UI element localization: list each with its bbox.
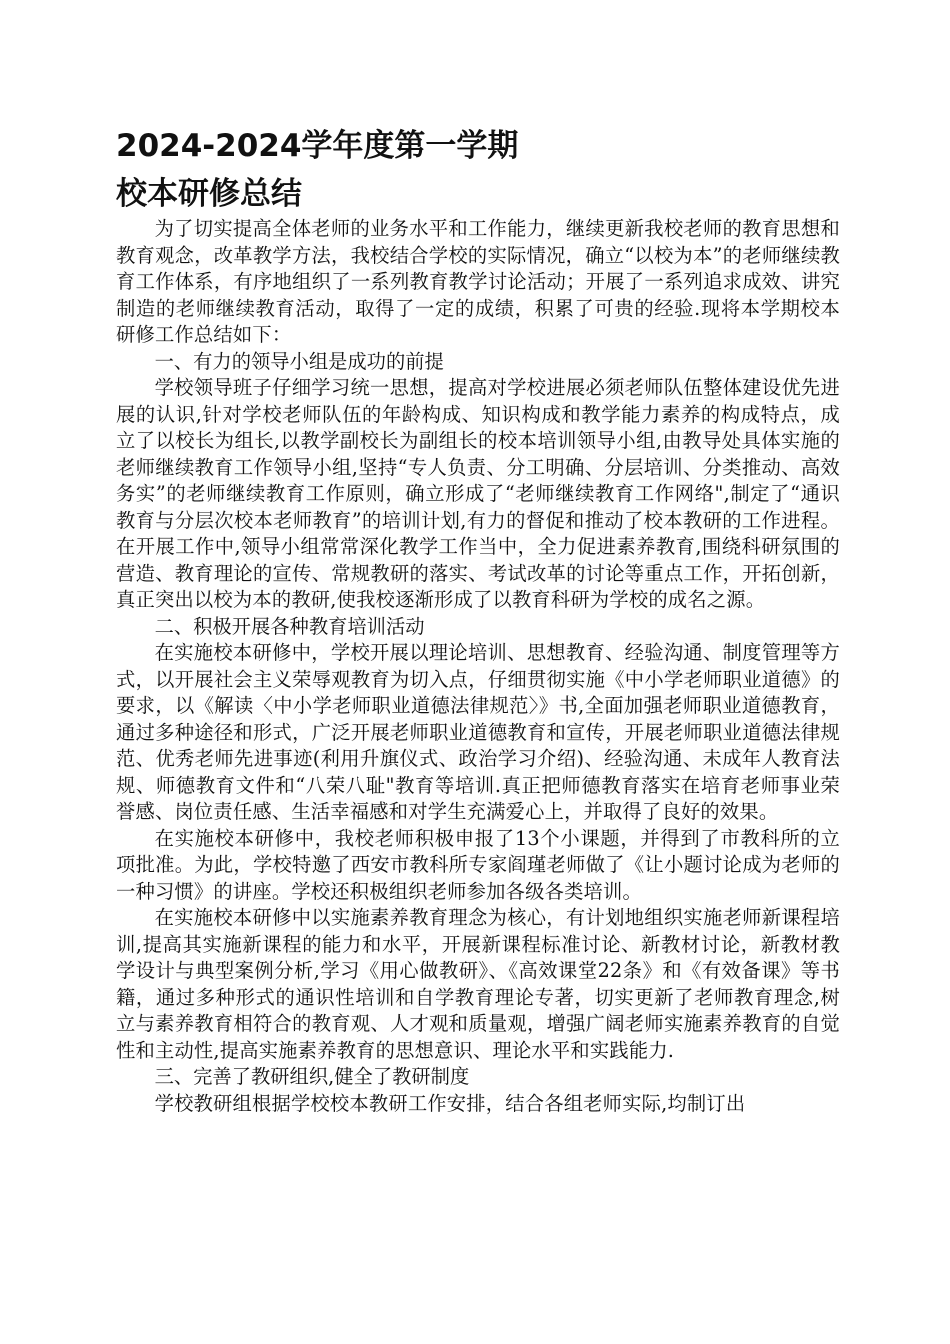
- document-content: [116, 124, 840, 1117]
- section-heading-1: 一、有力的领导小组是成功的前提: [154, 349, 444, 373]
- section-2-paragraph-1: 在实施校本研修中，学校开展以理论培训、思想教育、经验沟通、制度管理等方式，以开展社会主义荣辱观教育为切入点，仔细贯彻实施《中小学老师职业道德》的要求，以《解读〈中小学老师职业道德法律规范〉》书,全面加强老师职业道德教育，通过多种途径和形式，广泛开展老师职业道德教育和宣传，开展老师职业道德法律规范、优秀老师先进事迹(利用升旗仪式、政治学习介绍)、经验沟通、未成年人教育法规、师德教育文件和“八荣八耻"教育等培训.真正把师德教育落实在培育老师事业荣誉感、岗位责任感、生活幸福感和对学生充满爱心上，并取得了良好的效果。: [116, 641, 840, 823]
- section-2-paragraph-3: 在实施校本研修中以实施素养教育理念为核心，有计划地组织实施老师新课程培训,提高其实施新课程的能力和水平，开展新课程标准讨论、新教材讨论，新教材教学设计与典型案例分析,学习《用心做教研》、《高效课堂22条》和《有效备课》等书籍，通过多种形式的通识性培训和自学教育理论专著，切实更新了老师教育理念,树立与素养教育相符合的教育观、人才观和质量观，增强广阔老师实施素养教育的自觉性和主动性,提高实施素养教育的思想意识、理论水平和实践能力.: [116, 906, 840, 1062]
- section-heading-2: 二、积极开展各种教育培训活动: [154, 614, 425, 638]
- intro-paragraph: 为了切实提高全体老师的业务水平和工作能力，继续更新我校老师的教育思想和教育观念，改革教学方法，我校结合学校的实际情况，确立“以校为本”的老师继续教育工作体系，有序地组织了一系列教育教学讨论活动；开展了一系列追求成效、讲究制造的老师继续教育活动，取得了一定的成绩，积累了可贵的经验.现将本学期校本研修工作总结如下：: [116, 217, 840, 346]
- section-heading-3: 三、完善了教研组织,健全了教研制度: [154, 1065, 470, 1088]
- document-body: [116, 216, 840, 1117]
- section-1-paragraph: 学校领导班子仔细学习统一思想，提高对学校进展必须老师队伍整体建设优先进展的认识,针对学校老师队伍的年龄构成、知识构成和教学能力素养的构成特点，成立了以校长为组长,以教学副校长为副组长的校本培训领导小组,由教导处具体实施的老师继续教育工作领导小组,坚持“专人负责、分工明确、分层培训、分类推动、高效务实”的老师继续教育工作原则，确立形成了“老师继续教育工作网络",制定了“通识教育与分层次校本老师教育”的培训计划,有力的督促和推动了校本教研的工作进程。在开展工作中,领导小组常常深化教学工作当中，全力促进素养教育,围绕科研氛围的营造、教育理论的宣传、常规教研的落实、考试改革的讨论等重点工作，开拓创新，真正突出以校为本的教研,使我校逐渐形成了以教育科研为学校的成名之源。: [116, 376, 840, 611]
- section-3-paragraph-1: 学校教研组根据学校校本教研工作安排，结合各组老师实际,均制订出: [154, 1091, 746, 1115]
- section-2-paragraph-2: 在实施校本研修中，我校老师积极申报了13个小课题，并得到了市教科所的立项批准。为此，学校特邀了西安市教科所专家阎瑾老师做了《让小题讨论成为老师的一种习惯》的讲座。学校还积极组织老师参加各级各类培训。: [116, 826, 840, 903]
- document-title-line1: 2024-2024学年度第一学期: [116, 128, 519, 164]
- document-title-line2: 校本研修总结: [116, 176, 302, 212]
